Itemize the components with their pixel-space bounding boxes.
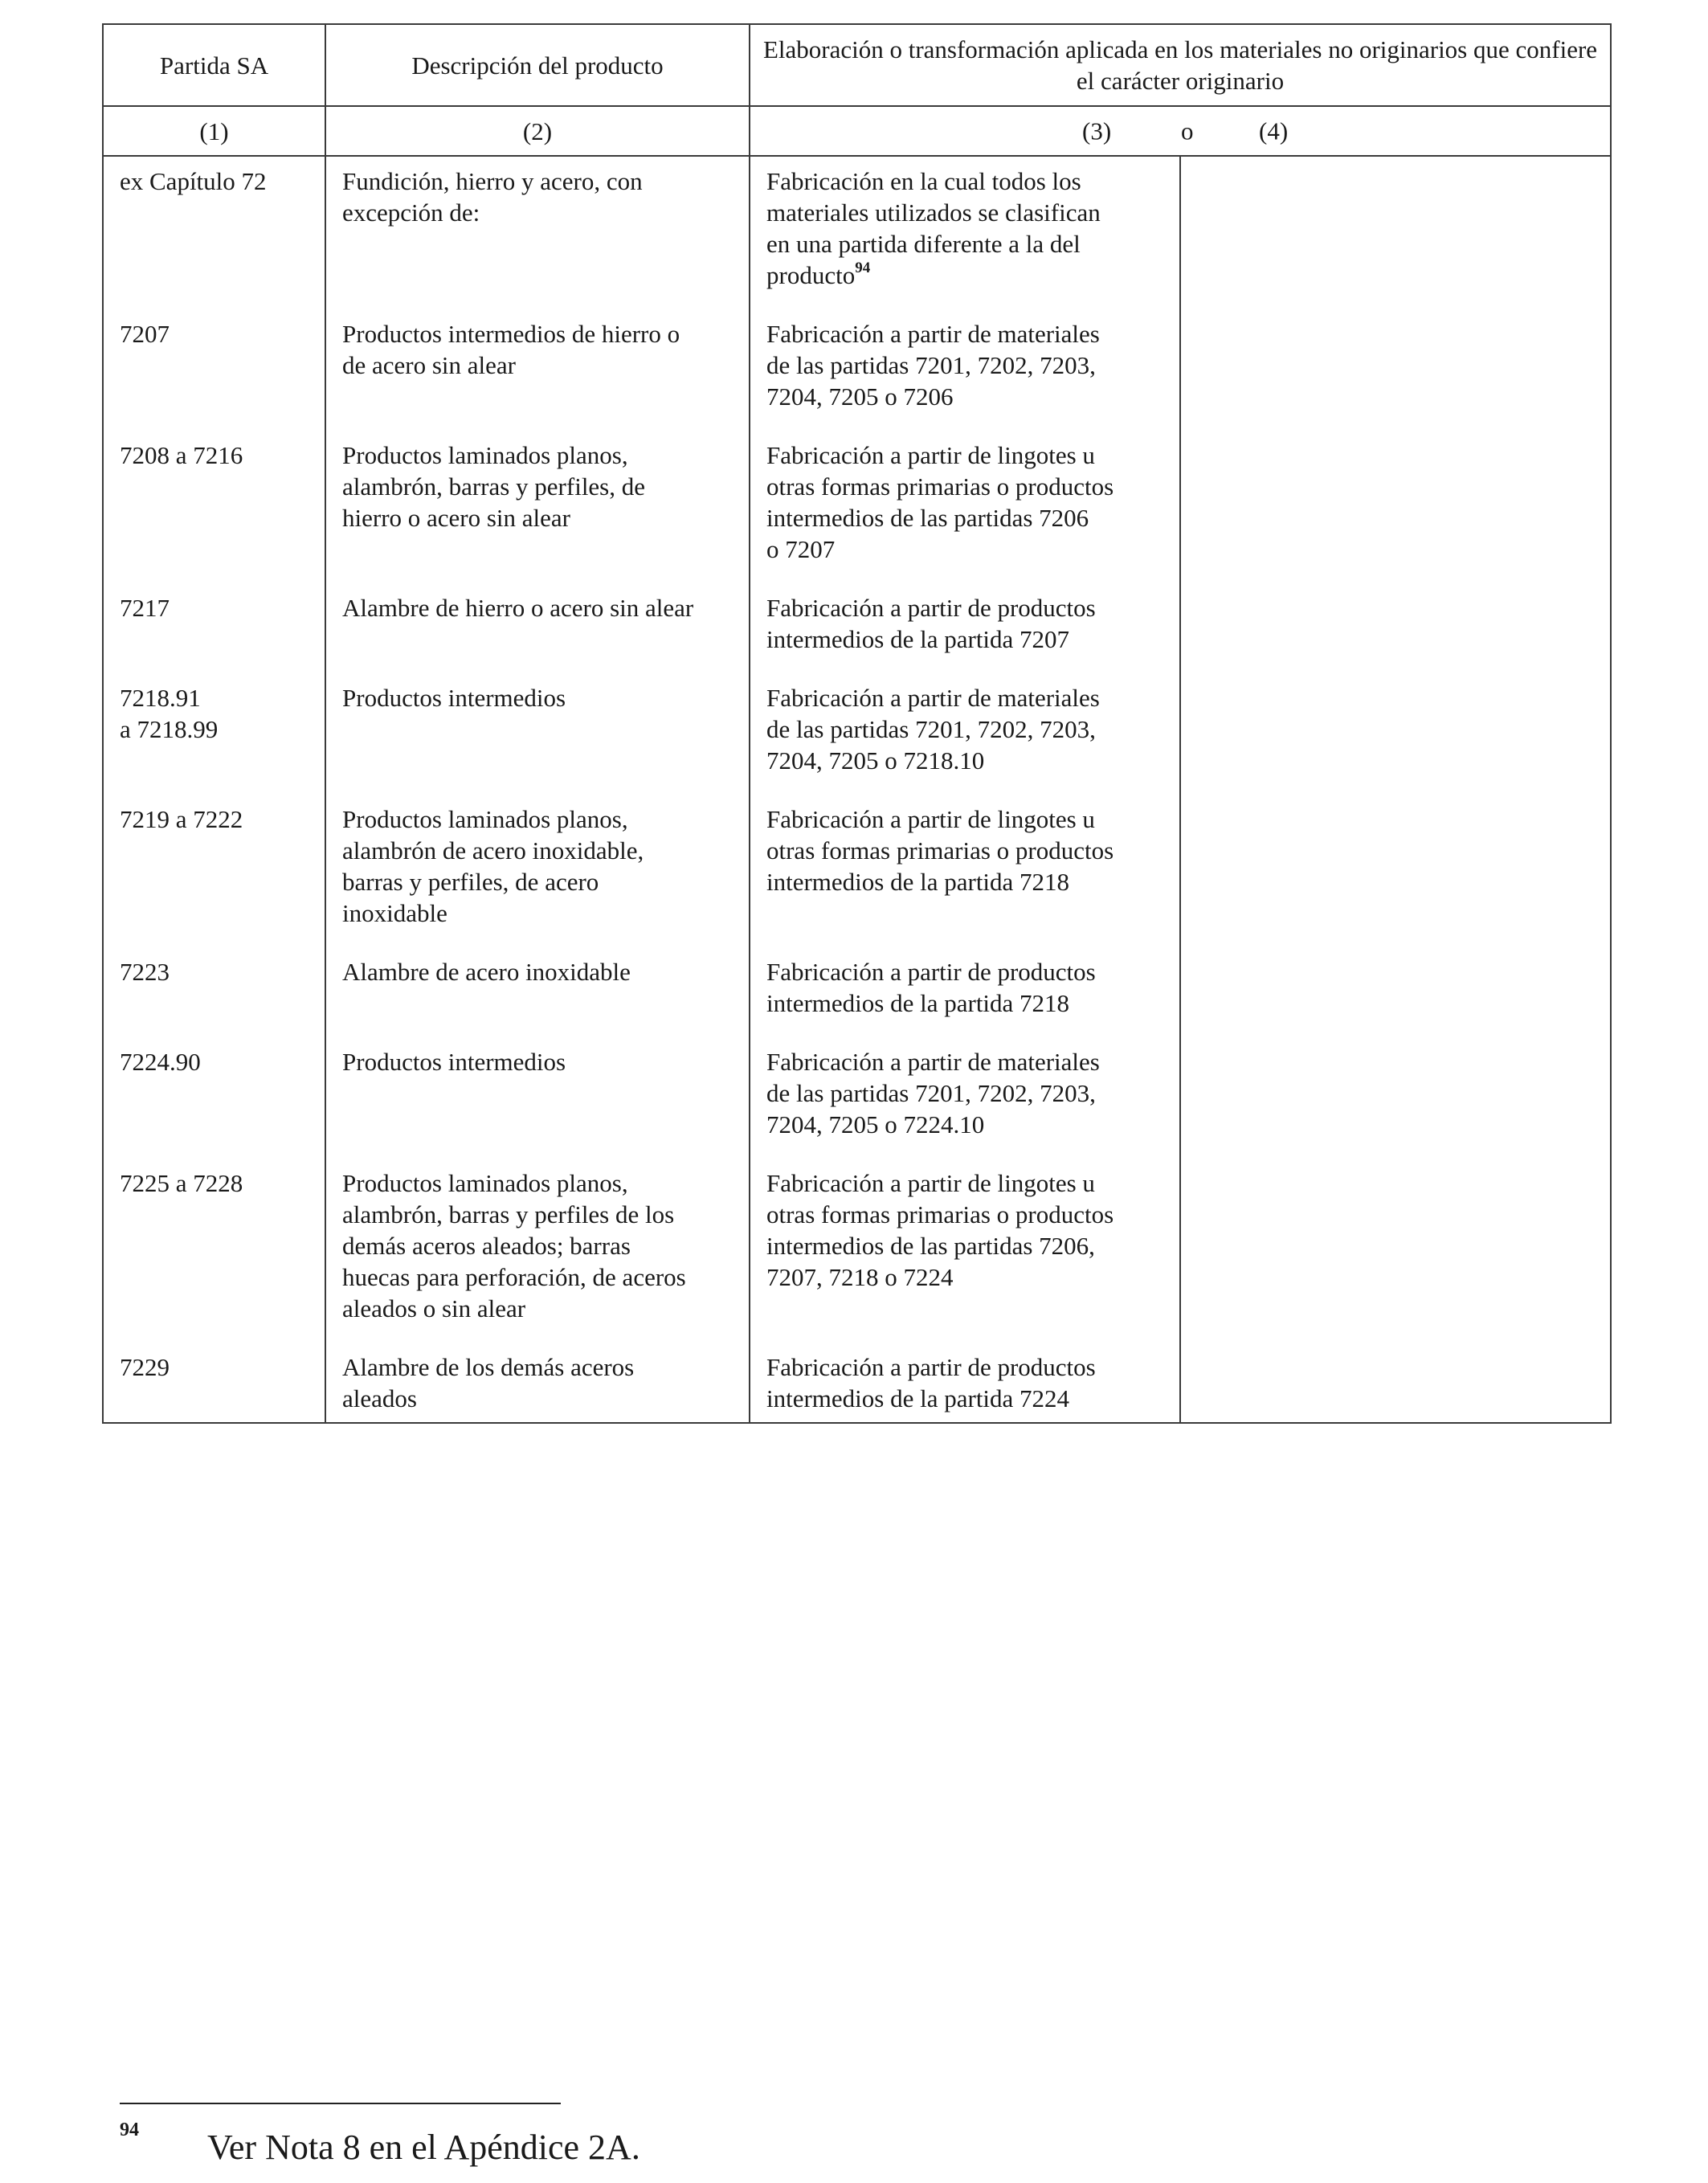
column-number-3: (3) bbox=[1082, 117, 1112, 145]
table-row bbox=[103, 1159, 1611, 1343]
cell-partida: 7218.91 a 7218.99 bbox=[103, 673, 325, 795]
column-number-3-4 bbox=[750, 106, 1611, 156]
cell-column-4 bbox=[1180, 947, 1611, 1037]
table-row bbox=[103, 431, 1611, 583]
column-number-row bbox=[103, 106, 1611, 156]
cell-elaboracion: Fabricación a partir de productos intermedios de la partida 7224 bbox=[750, 1343, 1180, 1423]
cell-partida: ex Capítulo 72 bbox=[103, 156, 325, 309]
column-number-or: o bbox=[1181, 117, 1194, 145]
cell-descripcion: Productos laminados planos, alambrón, barras y perfiles de los demás aceros aleados; barras huecas para perforación, de aceros aleados o sin alear bbox=[325, 1159, 750, 1343]
cell-column-4 bbox=[1180, 583, 1611, 673]
cell-partida: 7207 bbox=[103, 309, 325, 431]
cell-elaboracion: Fabricación a partir de materiales de las partidas 7201, 7202, 7203, 7204, 7205 o 7218.10 bbox=[750, 673, 1180, 795]
cell-elaboracion: Fabricación a partir de lingotes u otras formas primarias o productos intermedios de las partidas 7206 o 7207 bbox=[750, 431, 1180, 583]
cell-partida: 7217 bbox=[103, 583, 325, 673]
cell-column-4 bbox=[1180, 156, 1611, 309]
footnote-separator bbox=[120, 2103, 561, 2104]
table-header-row bbox=[103, 24, 1611, 106]
footnote-reference[interactable]: 94 bbox=[855, 260, 871, 276]
cell-elaboracion: Fabricación a partir de materiales de las partidas 7201, 7202, 7203, 7204, 7205 o 7224.10 bbox=[750, 1037, 1180, 1159]
cell-column-4 bbox=[1180, 431, 1611, 583]
table-row bbox=[103, 795, 1611, 947]
header-descripcion: Descripción del producto bbox=[325, 24, 750, 106]
cell-descripcion: Alambre de los demás aceros aleados bbox=[325, 1343, 750, 1423]
cell-descripcion: Productos laminados planos, alambrón, barras y perfiles, de hierro o acero sin alear bbox=[325, 431, 750, 583]
header-elaboracion: Elaboración o transformación aplicada en los materiales no originarios que confiere el carácter originario bbox=[750, 24, 1611, 106]
footnote-number: 94 bbox=[120, 2120, 139, 2140]
cell-descripcion: Productos intermedios bbox=[325, 1037, 750, 1159]
cell-elaboracion: Fabricación a partir de productos intermedios de la partida 7218 bbox=[750, 947, 1180, 1037]
cell-column-4 bbox=[1180, 309, 1611, 431]
table-row bbox=[103, 1037, 1611, 1159]
column-number-2: (2) bbox=[325, 106, 750, 156]
cell-partida: 7225 a 7228 bbox=[103, 1159, 325, 1343]
column-number-1: (1) bbox=[103, 106, 325, 156]
table-row bbox=[103, 673, 1611, 795]
cell-column-4 bbox=[1180, 1037, 1611, 1159]
cell-elaboracion-text: Fabricación en la cual todos los materiales utilizados se clasifican en una partida diferente a la del producto bbox=[766, 167, 1101, 289]
cell-elaboracion: Fabricación a partir de productos intermedios de la partida 7207 bbox=[750, 583, 1180, 673]
cell-elaboracion: Fabricación a partir de materiales de las partidas 7201, 7202, 7203, 7204, 7205 o 7206 bbox=[750, 309, 1180, 431]
table-row bbox=[103, 309, 1611, 431]
header-partida-sa: Partida SA bbox=[103, 24, 325, 106]
footnote-text: Ver Nota 8 en el Apéndice 2A. bbox=[207, 2128, 640, 2167]
cell-partida: 7223 bbox=[103, 947, 325, 1037]
cell-descripcion: Productos laminados planos, alambrón de acero inoxidable, barras y perfiles, de acero inoxidable bbox=[325, 795, 750, 947]
cell-elaboracion: Fabricación a partir de lingotes u otras formas primarias o productos intermedios de las partidas 7206, 7207, 7218 o 7224 bbox=[750, 1159, 1180, 1343]
cell-descripcion: Alambre de acero inoxidable bbox=[325, 947, 750, 1037]
cell-partida: 7219 a 7222 bbox=[103, 795, 325, 947]
cell-descripcion: Productos intermedios de hierro o de acero sin alear bbox=[325, 309, 750, 431]
cell-elaboracion bbox=[750, 156, 1180, 309]
cell-partida: 7224.90 bbox=[103, 1037, 325, 1159]
table-row bbox=[103, 156, 1611, 309]
cell-partida: 7208 a 7216 bbox=[103, 431, 325, 583]
column-number-4: (4) bbox=[1259, 117, 1289, 145]
cell-column-4 bbox=[1180, 1343, 1611, 1423]
rules-of-origin-table bbox=[102, 23, 1612, 1424]
table-row bbox=[103, 583, 1611, 673]
cell-descripcion: Fundición, hierro y acero, con excepción de: bbox=[325, 156, 750, 309]
cell-column-4 bbox=[1180, 795, 1611, 947]
cell-descripcion: Productos intermedios bbox=[325, 673, 750, 795]
table-row bbox=[103, 1343, 1611, 1423]
cell-column-4 bbox=[1180, 1159, 1611, 1343]
cell-elaboracion: Fabricación a partir de lingotes u otras formas primarias o productos intermedios de la partida 7218 bbox=[750, 795, 1180, 947]
cell-column-4 bbox=[1180, 673, 1611, 795]
cell-descripcion: Alambre de hierro o acero sin alear bbox=[325, 583, 750, 673]
table-row bbox=[103, 947, 1611, 1037]
cell-partida: 7229 bbox=[103, 1343, 325, 1423]
